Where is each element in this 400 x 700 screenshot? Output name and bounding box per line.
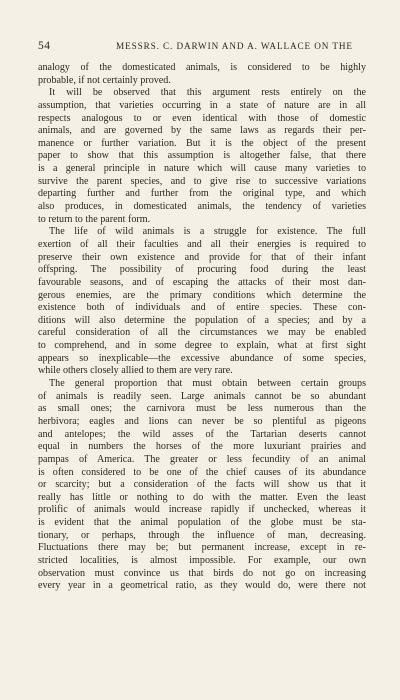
- text-line: observation must convince us that birds do not go on increasing: [38, 567, 366, 579]
- text-line: equal in numbers the horses of the more luxuriant prairies and: [38, 441, 366, 453]
- text-line: to comprehend, and in some degree to explain, what at first sight: [38, 340, 366, 352]
- text-line: offspring. The possibility of procuring food during the least: [38, 264, 366, 276]
- text-line: careful consideration of all the circumstances we may be enabled: [38, 327, 366, 339]
- text-line: paper to show that this assumption is altogether false, that there: [38, 150, 366, 162]
- text-line: and antelopes; the wild asses of the Tartarian deserts cannot: [38, 428, 366, 440]
- text-line: as small ones; the carnivora must be less numerous than the: [38, 403, 366, 415]
- text-line: is evident that the animal population of the globe must be sta-: [38, 517, 366, 529]
- text-line: prolific of animals would increase rapidly if unchecked, whereas it: [38, 504, 366, 516]
- text-line: is a general principle in nature which will cause many varieties to: [38, 163, 366, 175]
- text-line: also produces, in domesticated animals, the tendency of varieties: [38, 201, 366, 213]
- text-line: existence both of individuals and of entire species. These con-: [38, 302, 366, 314]
- text-line: survive the parent species, and to give rise to successive variations: [38, 175, 366, 187]
- text-line: of animals is readily seen. Large animals cannot be so abundant: [38, 390, 366, 402]
- text-line: favourable seasons, and of escaping the attacks of their most dan-: [38, 276, 366, 288]
- paragraph: [38, 87, 366, 226]
- text-line: or scarcity; but a consideration of the facts will show us that it: [38, 479, 366, 491]
- paragraph: [38, 62, 366, 87]
- text-line: Fluctuations there may be; but permanent increase, except in re-: [38, 542, 366, 554]
- text-line: analogy of the domesticated animals, is considered to be highly: [38, 62, 366, 73]
- text-line: really has little or nothing to do with the matter. Even the least: [38, 491, 366, 503]
- text-line: The general proportion that must obtain between certain groups: [49, 378, 366, 390]
- text-line: preserve their own existence and provide for that of their infant: [38, 251, 366, 263]
- paragraph: [38, 226, 366, 378]
- text-line: assumption, that varieties occurring in a state of nature are in all: [38, 99, 366, 111]
- text-line: stricted localities, is almost impossible. For example, our own: [38, 554, 366, 566]
- text-line: to return to the parent form.: [38, 213, 151, 225]
- body-text: [38, 62, 366, 593]
- text-line: It will be observed that this argument rests entirely on the: [49, 87, 366, 99]
- text-line: tionary, or perhaps, through the influence of man, decreasing.: [38, 529, 366, 541]
- text-line: pampas of America. The greater or less fecundity of an animal: [38, 453, 366, 465]
- text-line: exertion of all their faculties and all their energies is required to: [38, 238, 366, 250]
- text-line: is often considered to be one of the chief causes of its abundance: [38, 466, 366, 478]
- text-line: manence or further variation. But it is the object of the present: [38, 137, 366, 149]
- page-number: 54: [38, 40, 51, 52]
- running-head: MESSRS. C. DARWIN AND A. WALLACE ON THE: [116, 41, 353, 51]
- text-line: departing further and further from the original type, and which: [38, 188, 366, 200]
- text-line: ditions will also determine the population of a species; and by a: [38, 314, 366, 326]
- text-line: herbivora; eagles and lions can never be so plentiful as pigeons: [38, 415, 366, 427]
- text-line: appears so inexplicable—the excessive abundance of some species,: [38, 352, 366, 364]
- text-line: while others closely allied to them are very rare.: [38, 365, 233, 377]
- text-line: respects analogous to or even identical with those of domestic: [38, 112, 366, 124]
- text-line: probable, if not certainly proved.: [38, 74, 171, 86]
- page-header: [38, 40, 364, 54]
- text-line: The life of wild animals is a struggle for existence. The full: [49, 226, 366, 238]
- text-line: animals, and are governed by the same laws as regards their per-: [38, 125, 366, 137]
- text-line: every year in a geometrical ratio, as they would do, were there not: [38, 580, 366, 592]
- paragraph: [38, 378, 366, 593]
- text-line: gerous enemies, are the primary conditions which determine the: [38, 289, 366, 301]
